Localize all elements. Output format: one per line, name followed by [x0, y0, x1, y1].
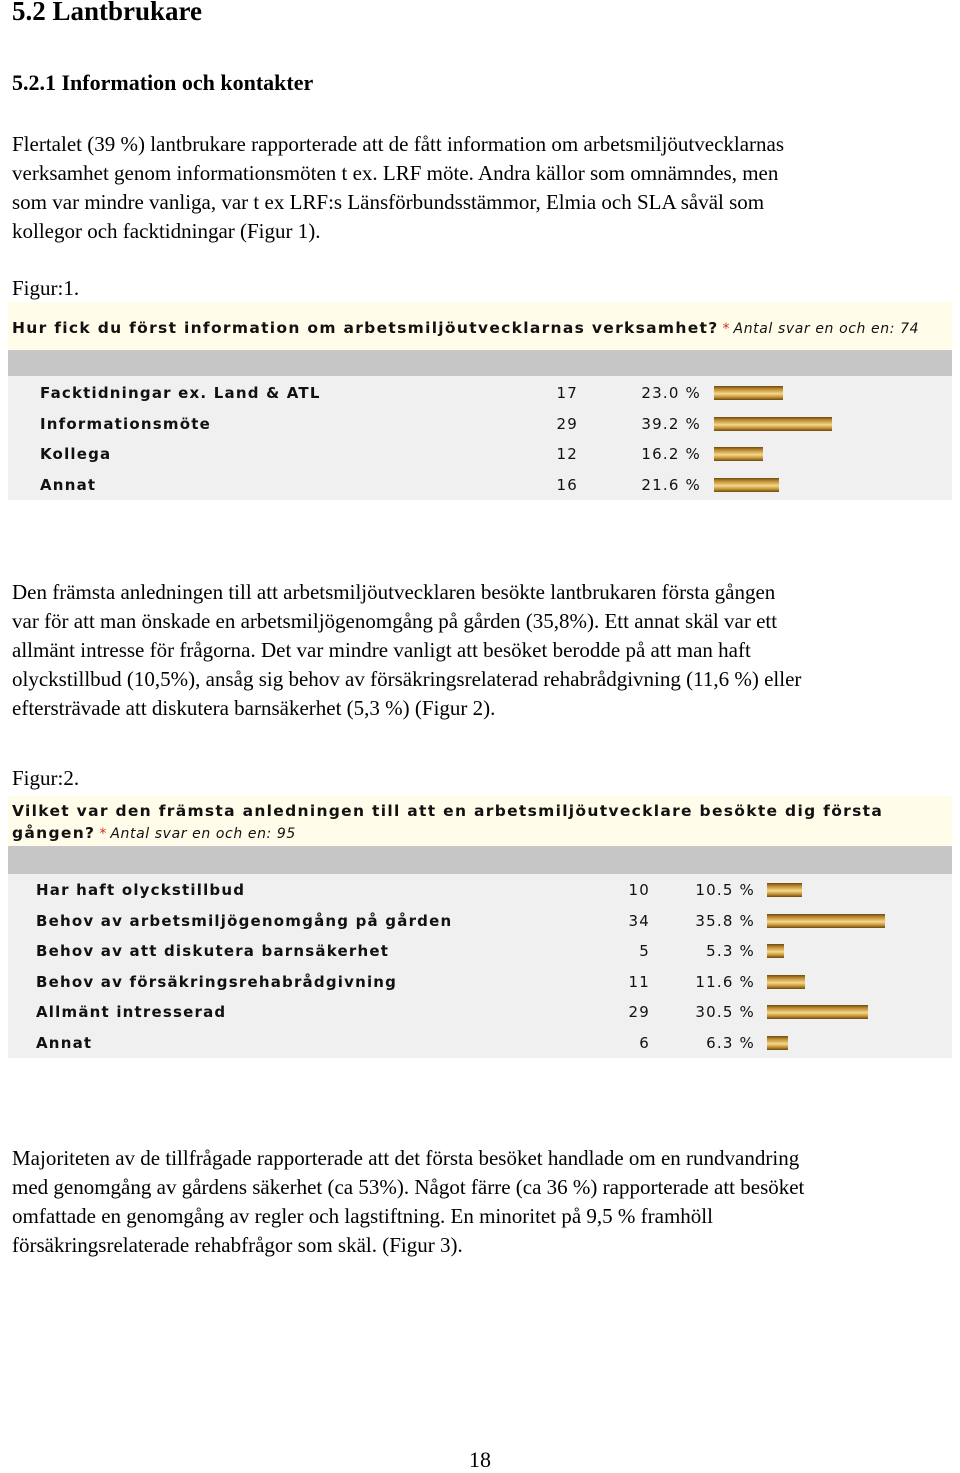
paragraph-2 [12, 578, 952, 723]
paragraph-1 [12, 130, 952, 246]
response-count: 11 [628, 972, 650, 991]
paragraph-3-line: Majoriteten av de tillfrågade rapporterade att det första besöket handlade om en rundvandring [12, 1146, 800, 1170]
percent-label: 5.3 % [706, 942, 755, 961]
category-label: Allmänt intresserad [36, 1003, 227, 1022]
bar [767, 883, 802, 897]
required-asterisk: * [722, 321, 730, 337]
response-count: 12 [556, 445, 578, 464]
paragraph-2-line: Den främsta anledningen till att arbetsmiljöutvecklaren besökte lantbrukaren första gången [12, 580, 776, 604]
figure-2-results-table [8, 874, 952, 1058]
page-number: 18 [469, 1447, 491, 1472]
figure-1-label: Figur:1. [12, 276, 80, 300]
paragraph-3-line: med genomgång av gårdens säkerhet (ca 53%). Något färre (ca 36 %) rapporterade att besöket [12, 1175, 805, 1199]
table-row [8, 470, 952, 500]
percent-label: 30.5 % [695, 1003, 755, 1022]
percent-label: 21.6 % [641, 475, 701, 494]
table-row [8, 906, 952, 936]
required-asterisk: * [99, 826, 107, 842]
percent-label: 11.6 % [695, 972, 755, 991]
bar [767, 914, 885, 928]
figure-1-header-band [8, 350, 952, 376]
bar [714, 386, 783, 400]
category-label: Annat [36, 1034, 93, 1052]
response-count: 10 [628, 881, 650, 899]
paragraph-3-line: omfattade en genomgång av regler och lagstiftning. En minoritet på 9,5 % framhöll [12, 1204, 713, 1228]
response-count: 29 [556, 414, 578, 433]
category-label: Annat [40, 475, 97, 494]
paragraph-1-line: Flertalet (39 %) lantbrukare rapporterade att de fått information om arbetsmiljöutvecklarnas [12, 132, 785, 156]
figure-2-question-box [8, 796, 952, 846]
table-row [8, 378, 952, 408]
figure-1-question-box [8, 302, 952, 350]
table-row [8, 1028, 952, 1058]
figure-2-response-count: Antal svar en och en: 95 [110, 826, 296, 842]
paragraph-2-line: olyckstillbud (10,5%), ansåg sig behov av försäkringsrelaterad rehabrådgivning (11,6 %) eller [12, 667, 802, 691]
paragraph-1-line: verksamhet genom informationsmöten t ex. LRF möte. Andra källor som omnämndes, men [12, 161, 779, 185]
bar [767, 944, 784, 958]
bar [767, 975, 805, 989]
category-label: Informationsmöte [40, 414, 211, 433]
category-label: Facktidningar ex. Land & ATL [40, 384, 321, 402]
figure-2-header-band [8, 846, 952, 874]
paragraph-3-line: försäkringsrelaterade rehabfrågor som skäl. (Figur 3). [12, 1233, 463, 1257]
category-label: Behov av att diskutera barnsäkerhet [36, 942, 390, 961]
response-count: 29 [628, 1003, 650, 1022]
paragraph-2-line: var för att man önskade en arbetsmiljögenomgång på gården (35,8%). Ett annat skäl var ett [12, 609, 778, 633]
response-count: 5 [639, 942, 650, 961]
table-row [8, 875, 952, 905]
table-row [8, 997, 952, 1027]
category-label: Behov av försäkringsrehabrådgivning [36, 972, 398, 991]
table-row [8, 439, 952, 469]
category-label: Kollega [40, 445, 112, 464]
response-count: 16 [556, 475, 578, 494]
paragraph-1-line: kollegor och facktidningar (Figur 1). [12, 219, 321, 243]
response-count: 17 [556, 384, 578, 402]
percent-label: 10.5 % [695, 881, 755, 899]
paragraph-1-line: som var mindre vanliga, var t ex LRF:s Länsförbundsstämmor, Elmia och SLA såväl som [12, 190, 765, 214]
paragraph-3 [12, 1144, 952, 1260]
percent-label: 35.8 % [695, 911, 755, 930]
table-row [8, 936, 952, 966]
bar [714, 478, 779, 492]
subsection-heading: 5.2.1 Information och kontakter [12, 70, 314, 95]
paragraph-2-line: eftersträvade att diskutera barnsäkerhet (5,3 %) (Figur 2). [12, 696, 496, 720]
figure-1-question: Hur fick du först information om arbetsmiljöutvecklarnas verksamhet? [12, 319, 719, 337]
figure-2-label: Figur:2. [12, 766, 80, 790]
percent-label: 6.3 % [706, 1034, 755, 1052]
bar [767, 1036, 788, 1050]
figure-2-question-line-2: gången? [12, 824, 96, 842]
bar [767, 1005, 868, 1019]
response-count: 6 [639, 1034, 650, 1052]
table-row [8, 967, 952, 997]
section-heading: 5.2 Lantbrukare [12, 0, 203, 26]
percent-label: 39.2 % [641, 414, 701, 433]
percent-label: 16.2 % [641, 445, 701, 464]
figure-1-response-count: Antal svar en och en: 74 [733, 321, 920, 337]
table-row [8, 409, 952, 439]
paragraph-2-line: allmänt intresse för frågorna. Det var mindre vanligt att besöket berodde på att man haft [12, 638, 751, 662]
response-count: 34 [628, 911, 650, 930]
figure-2-question-line-1: Vilket var den främsta anledningen till att en arbetsmiljöutvecklare besökte dig första [12, 802, 884, 820]
figure-1-results-table [8, 376, 952, 500]
percent-label: 23.0 % [641, 384, 701, 402]
category-label: Har haft olyckstillbud [36, 881, 246, 899]
bar [714, 417, 832, 431]
bar [714, 447, 763, 461]
category-label: Behov av arbetsmiljögenomgång på gården [36, 911, 453, 930]
